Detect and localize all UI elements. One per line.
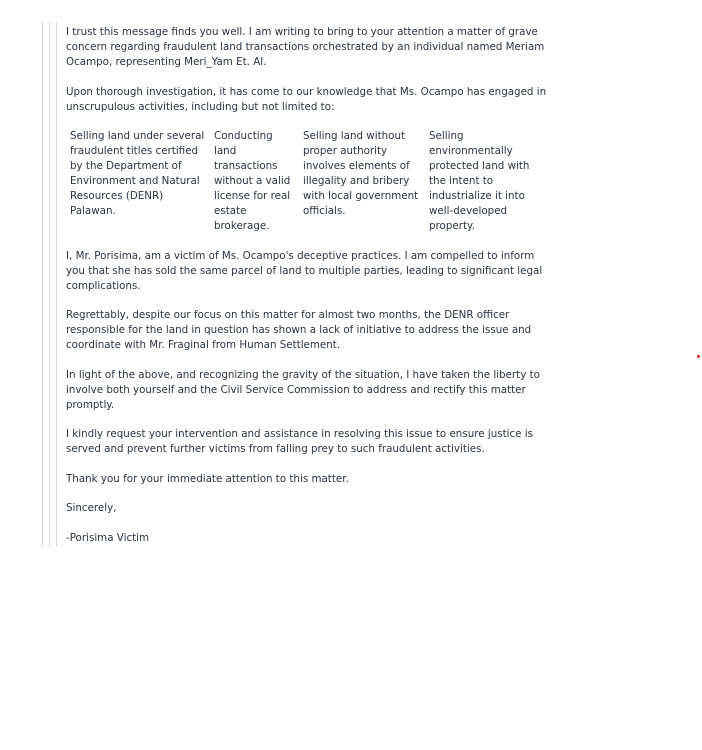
activity-cell: Conducting land transactions without a valid license for real estate brokerage.	[214, 130, 291, 232]
intro-paragraph: I trust this message finds you well. I am writing to bring to your attention a matter of grave concern regarding fraudulent land transactions orchestrated by an individual named Meriam Ocampo, representing Meri_Yam Et. Al.	[66, 26, 545, 68]
quote-bar-outer	[42, 22, 43, 547]
activities-row	[70, 129, 535, 234]
signature-line: -Porisima Victim	[66, 531, 150, 544]
thanks-paragraph: Thank you for your immediate attention to this matter.	[66, 472, 349, 485]
activity-cell: Selling environmentally protected land with the intent to industrialize it into well-developed property.	[429, 130, 530, 232]
email-body	[66, 25, 556, 560]
red-dot-marker	[697, 355, 700, 358]
victim-paragraph: I, Mr. Porisima, am a victim of Ms. Ocampo's deceptive practices. I am compelled to inform you that she has sold the same parcel of land to multiple parties, leading to significant legal complications.	[66, 249, 543, 292]
activity-cell: Selling land without proper authority involves elements of illegality and bribery with local government officials.	[303, 130, 419, 217]
gravity-paragraph: In light of the above, and recognizing the gravity of the situation, I have taken the liberty to involve both yourself and the Civil Service Commission to address and rectify this matter promptly.	[66, 368, 540, 411]
investigation-paragraph: Upon thorough investigation, it has come to our knowledge that Ms. Ocampo has engaged in unscrupulous activities, including but not limited to:	[66, 85, 547, 113]
activities-table	[70, 129, 535, 234]
closing-line: Sincerely,	[66, 502, 117, 514]
quote-bar-middle	[49, 22, 50, 547]
regret-paragraph: Regrettably, despite our focus on this matter for almost two months, the DENR officer responsible for the land in question has shown a lack of initiative to address the issue and coordinate with Mr. Fraginal from Human Settlement.	[66, 309, 532, 351]
quote-bar-inner	[56, 22, 57, 547]
request-paragraph: I kindly request your intervention and assistance in resolving this issue to ensure justice is served and prevent further victims from falling prey to such fraudulent activities.	[66, 428, 533, 455]
activity-cell: Selling land under several fraudulent titles certified by the Department of Environment and Natural Resources (DENR) Palawan.	[70, 130, 205, 217]
